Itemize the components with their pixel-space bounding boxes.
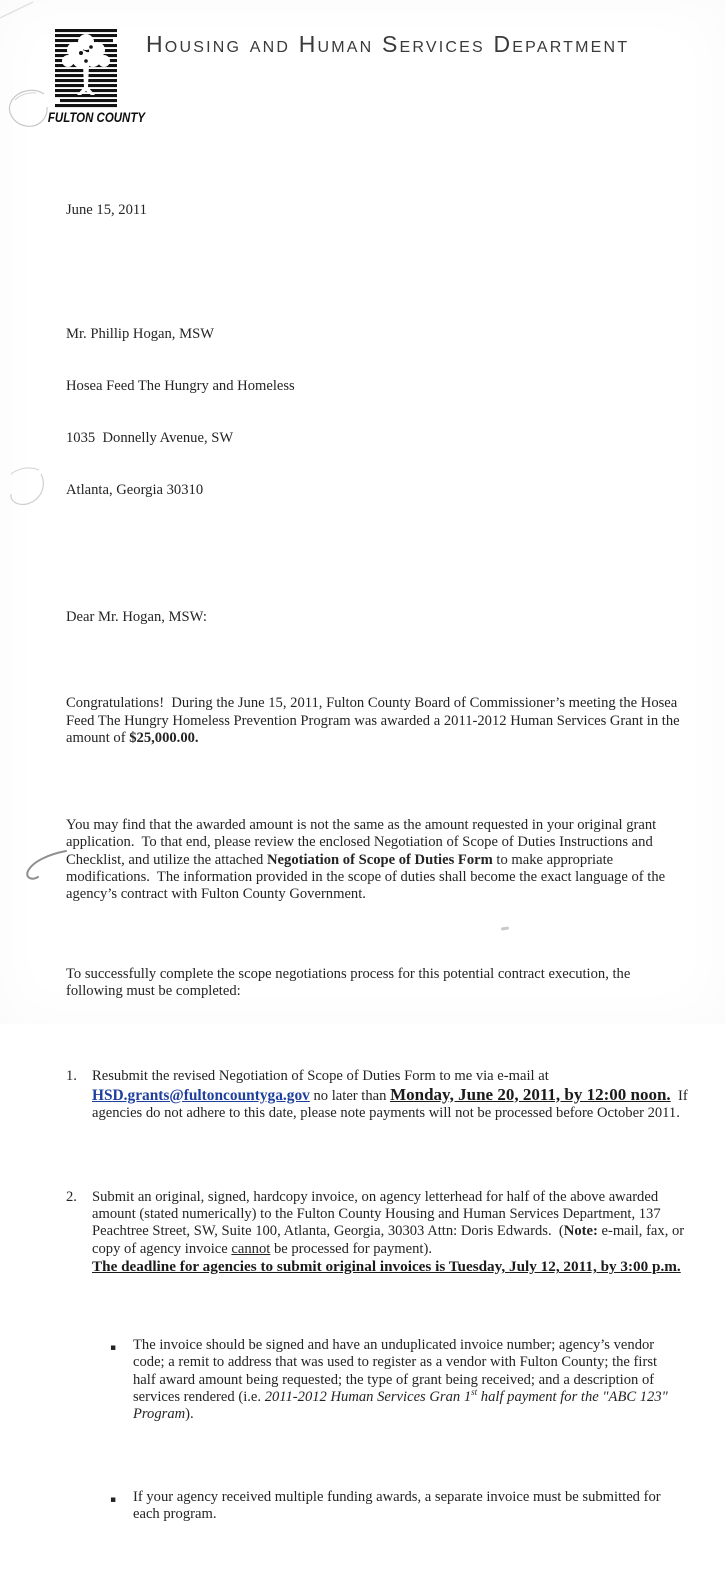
recipient-block [66, 291, 690, 535]
bullet-1-run-1: The invoice should be signed and have an unduplicated invoice number; agency’s vendor code; a remit to address that was used to register as a vendor with Fulton County; the first half award amount being requested; the type of grant being received; and a description of services rendered (i.e. [133, 1336, 661, 1405]
invoice-deadline-line: The deadline for agencies to submit original invoices is Tuesday, July 12, 2011, by 3:00 p.m. [92, 1258, 681, 1276]
paragraph-scope-text-1: You may find that the awarded amount is not the same as the amount requested in your original grant application. To that end, please review the enclosed Negotiation of Scope of Duties Instructions and Checklist, and utilize the attached [66, 816, 660, 868]
scan-artifact-curve [5, 459, 47, 511]
item-2-text [92, 1189, 690, 1276]
bullet-item-invoice-requirements [110, 1337, 672, 1424]
recipient-org: Hosea Feed The Hungry and Homeless [66, 377, 295, 394]
bullet-marker-icon: ▪ [110, 1495, 117, 1506]
fulton-county-logo [55, 29, 117, 109]
paragraph-scope [66, 817, 690, 904]
scan-artifact-scribble [5, 85, 53, 133]
email-deadline-text: Monday, June 20, 2011, by 12:00 noon. [390, 1084, 671, 1104]
paragraph-award-text: Congratulations! During the June 15, 2011, Fulton County Board of Commissioner’s meeting the Hosea Feed The Hungry Homeless Prevention Program was awarded a 2011-2012 Human Services Grant in the amount of [66, 695, 684, 747]
item-2-run-1: Submit an original, signed, hardcopy invoice, on agency letterhead for half of the above awarded amount (stated numerically) to the Fulton County Housing and Human Services Department, 137 Peachtree Street, SW, Suite 100, Atlanta, Georgia, 30303 Attn: Doris Edwards. ( [92, 1188, 665, 1240]
award-amount-text: $25,000.00. [129, 730, 199, 747]
item-1-number: 1. [66, 1068, 77, 1085]
logo-caption: FULTON COUNTY [47, 110, 146, 125]
item-1-run-1: Resubmit the revised Negotiation of Scope of Duties Form to me via e-mail at [92, 1068, 553, 1085]
item-1-run-2: no later than [309, 1087, 391, 1104]
item-1-run-3: If agencies do not adhere to this date, please note payments will not be processed before October 2011. [92, 1087, 692, 1121]
email-link[interactable]: HSD.grants@fultoncountyga.gov [92, 1086, 310, 1104]
page-title: Housing and Human Services Department [146, 31, 630, 57]
bullet-1-run-2: ). [185, 1406, 194, 1423]
paragraph-scope-text-2: to make appropriate modifications. The information provided in the scope of duties shall become the exact language of the agency’s contract with Fulton County Government. [66, 851, 669, 903]
bullet-1-italic-2: half payment for the "ABC 123" Program [133, 1389, 672, 1423]
paragraph-award [66, 695, 690, 747]
recipient-city: Atlanta, Georgia 30310 [66, 482, 204, 499]
bullet-1-italic-1: 2011-2012 Human Services Gran 1 [264, 1389, 472, 1405]
note-label: Note: [563, 1223, 598, 1240]
bullet-1-text [133, 1337, 672, 1424]
item-2-run-2: e-mail, fax, or copy of agency invoice [92, 1223, 688, 1257]
recipient-street: 1035 Donnelly Avenue, SW [66, 430, 234, 447]
item-2-number: 2. [66, 1188, 77, 1205]
ordinal-superscript: st [471, 1387, 478, 1398]
salutation: Dear Mr. Hogan, MSW: [66, 608, 207, 625]
numbered-item-2 [66, 1189, 690, 1276]
bullet-marker-icon: ▪ [110, 1342, 117, 1353]
recipient-name: Mr. Phillip Hogan, MSW [66, 325, 214, 342]
item-2-run-3: be processed for payment). [270, 1240, 432, 1257]
letter-body [66, 150, 690, 1576]
scope-form-name: Negotiation of Scope of Duties Form [267, 851, 493, 868]
date-line: June 15, 2011 [66, 202, 147, 219]
paragraph-process: To successfully complete the scope negotiations process for this potential contract execution, the following must be completed: [66, 966, 634, 1000]
cannot-underline-text: cannot [231, 1240, 271, 1257]
bullet-item-multiple-awards [110, 1489, 672, 1524]
scan-artifact-corner [0, 0, 38, 22]
numbered-item-1 [66, 1068, 690, 1122]
bullet-2-text: If your agency received multiple funding awards, a separate invoice must be submitted for each program. [133, 1489, 665, 1523]
item-1-text [92, 1068, 690, 1122]
